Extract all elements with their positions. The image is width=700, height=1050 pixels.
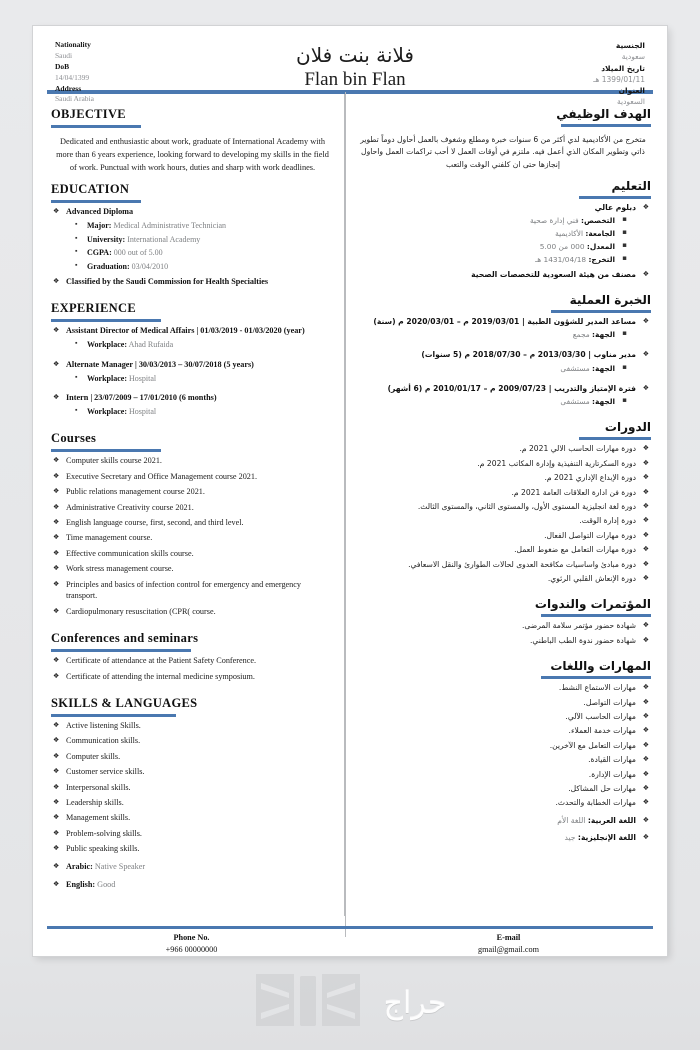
address-label-ar: العنوان [618,86,645,95]
education-major-label-ar: التخصص: [581,216,615,226]
list-item [355,202,651,213]
list-item: ❖ مهارات الخطابة والتحدث. [355,797,651,808]
education-graduation-value-ar: 1431/04/18 هـ [535,255,587,265]
education-classification-en: Classified by the Saudi Commission for Health Specialties [66,277,269,287]
heading-underline-bar [51,125,141,128]
education-cgpa-value-en: 000 out of 5.00 [113,248,163,258]
list-item [355,254,651,265]
list-item: ❖ مهارات الحاسب الآلي. [355,711,651,722]
experience-title-ar-0: مساعد المدير للشؤون الطبية | 2019/03/01 م – 2020/03/01 م (سنة) [373,316,636,326]
list-item [51,276,334,288]
nationality-label-en: Nationality [55,40,91,49]
address-value-en: Saudi Arabia [55,94,94,104]
objective-heading-en: OBJECTIVE [51,106,126,121]
section-heading-courses-ar [355,420,651,440]
experience-list-en [51,325,334,417]
courses-heading-ar: الدورات [604,420,651,435]
heading-underline-bar [51,714,176,717]
section-heading-courses-en [51,431,334,452]
list-item: ❖ دورة لغة انجليزية المستوى الأول، والمستوى الثاني، والمستوى الثالث. [355,501,651,512]
education-cgpa-value-ar: 000 من 5.00 [539,242,585,252]
list-item: ❖ مهارات التواصل. [355,697,651,708]
list-item: ❖ دورة السكرتارية التنفيذية وإدارة المكاتب 2021 م. [355,458,651,469]
heading-underline-bar [541,614,651,617]
cv-document-sheet [33,26,667,956]
education-list-en [51,206,334,288]
list-item: ❖ Executive Secretary and Office Management course 2021. [51,471,334,483]
education-university-label-ar: الجامعة: [585,229,615,239]
phone-label: Phone No. [173,933,210,943]
footer-email-block [350,932,667,956]
list-item [51,406,334,418]
language-arabic-value-en: Native Speaker [94,862,146,872]
list-item [51,373,334,385]
list-item [51,206,334,218]
list-item: ❖ Effective communication skills course. [51,548,334,560]
list-item [51,879,334,891]
list-item: ❖ دورة الإنعاش القلبي الرئوي. [355,573,651,584]
footer-phone-block [33,932,350,956]
section-heading-conferences-ar [355,597,651,617]
list-item: ❖ Principles and basics of infection control for emergency and emergency transport. [51,579,334,603]
list-item: ❖ مهارات الإدارة. [355,769,651,780]
nationality-label-ar: الجنسية [615,41,645,50]
list-item [51,325,334,337]
list-item: ❖ دورة مهارات الحاسب الالي 2021 م. [355,443,651,454]
list-item: ❖ شهادة حضور ندوة الطب الباطني. [355,635,651,646]
education-degree-en: Advanced Diploma [66,207,134,217]
education-cgpa-label-en: CGPA: [87,248,112,258]
education-graduation-value-en: 03/04/2010 [131,261,169,271]
list-item: ❖ Computer skills course 2021. [51,455,334,467]
experience-workplace-label-ar-1: الجهة: [592,363,615,373]
watermark-overlay [0,960,700,1046]
conferences-list-en [51,655,334,682]
list-item: ❖ Customer service skills. [51,766,334,778]
section-heading-experience-en [51,301,334,322]
education-university-value-en: International Academy [127,234,201,244]
language-english-value-ar: جيد [564,833,576,843]
education-university-value-ar: الأكاديمية [555,229,584,239]
list-item: ❖ Public speaking skills. [51,843,334,855]
education-cgpa-label-ar: المعدل: [586,242,615,252]
experience-title-ar-2: فترة الإمتياز والتدريب | 2009/07/23 م – 2010/01/17 م (6 أشهر) [387,383,636,393]
list-item: ❖ Computer skills. [51,751,334,763]
email-value: gmail@gmail.com [478,945,539,955]
list-item: ❖ Problem-solving skills. [51,828,334,840]
objective-text-ar: متخرج من الأكاديمية لدي أكثر من 6 سنوات خبرة ومطلع وشغوف بالعمل أحاول دوماً تطوير ذاتي وتطوير المكان الذي أعمل فيه. ملتزم في أوقات العمل لا أحب تراكمات العمل واحاول إنجازها حتى ان كلفني الوقت والتعب [360,134,646,169]
section-heading-education-en [51,182,334,203]
list-item [355,269,651,280]
language-arabic-label-ar: اللغة العربية: [587,815,636,825]
education-major-value-en: Medical Administrative Technician [113,221,227,231]
dob-label-en: DoB [55,61,70,71]
bowtie-logo-icon [254,972,362,1035]
heading-underline-bar [51,649,191,652]
list-item: ❖ Active listening Skills. [51,720,334,732]
nationality-value-ar: سعودية [621,52,645,62]
language-english-value-en: Good [97,879,116,889]
list-item [355,349,651,360]
conferences-heading-en: Conferences and seminars [51,630,199,645]
phone-value: +966 00000000 [165,945,218,955]
heading-underline-bar [51,200,141,203]
experience-workplace-value-ar-0: مجمع [572,330,590,340]
experience-title-en-1: Alternate Manager | 30/03/2013 – 30/07/2018 (5 years) [66,359,254,369]
email-label: E-mail [496,933,521,943]
list-item: ❖ شهادة حضور مؤتمر سلامة المرضى. [355,620,651,631]
list-item [355,815,651,826]
objective-text-en: Dedicated and enthusiastic about work, graduate of International Academy with more than 6 years experience, looking forward to developing my skills in the field of work. Punctual with work hours, duties and sharp with work deadlines. [56,136,329,173]
list-item [51,234,334,246]
dob-value-en: 14/04/1399 [55,72,90,82]
list-item [51,261,334,273]
cv-header [33,26,667,107]
list-item [355,383,651,394]
section-heading-objective-en [51,107,334,128]
education-graduation-label-ar: التخرج: [588,255,615,265]
experience-workplace-label-ar-0: الجهة: [592,330,615,340]
education-major-label-en: Major: [87,221,112,231]
watermark-text: حراج [383,985,447,1021]
list-item: ❖ مهارات حل المشاكل. [355,783,651,794]
experience-workplace-label-en-0: Workplace: [87,340,127,350]
language-english-label-en: English: [66,879,96,889]
skills-list-en [51,720,334,891]
education-classification-ar: مصنف من هيئة السعودية للتخصصات الصحية [471,269,636,279]
section-heading-objective-ar [355,107,651,127]
list-item: ❖ Work stress management course. [51,563,334,575]
list-item: ❖ Cardiopulmonary resuscitation (CPR( course. [51,606,334,618]
experience-workplace-value-en-2: Hospital [129,407,157,417]
experience-workplace-label-en-1: Workplace: [87,373,127,383]
list-item: ❖ Leadership skills. [51,797,334,809]
courses-list-en [51,455,334,617]
list-item: ❖ Communication skills. [51,735,334,747]
education-heading-en: EDUCATION [51,181,130,196]
section-heading-experience-ar [355,293,651,313]
list-item: ❖ Time management course. [51,532,334,544]
dob-value-ar: 1399/01/11 هـ [593,74,645,84]
heading-underline-bar [561,124,651,127]
cv-footer [33,926,667,956]
list-item: ❖ دورة إدارة الوقت. [355,515,651,526]
experience-heading-ar: الخبرة العملية [569,292,651,307]
skills-heading-en: SKILLS & LANGUAGES [51,695,198,710]
experience-workplace-label-en-2: Workplace: [87,407,127,417]
nationality-value-en: Saudi [55,50,73,60]
heading-underline-bar [579,196,651,199]
heading-underline-bar [541,676,651,679]
list-item [51,339,334,351]
courses-list-ar [355,443,651,584]
section-heading-skills-ar [355,659,651,679]
education-graduation-label-en: Graduation: [87,261,130,271]
heading-underline-bar [51,449,161,452]
address-label-en: Address [55,83,82,93]
conferences-heading-ar: المؤتمرات والندوات [534,597,651,612]
skills-heading-ar: المهارات واللغات [550,659,651,674]
list-item [355,329,651,340]
experience-heading-en: EXPERIENCE [51,300,136,315]
list-item: ❖ مهارات التعامل مع الآخرين. [355,740,651,751]
section-heading-conferences-en [51,631,334,652]
section-heading-skills-en [51,696,334,717]
education-university-label-en: University: [87,234,126,244]
list-item [51,861,334,873]
list-item: ❖ دورة مبادئ واساسيات مكافحة العدوى لحالات الطوارئ والنقل الاسعافي. [355,559,651,570]
experience-workplace-value-ar-2: مستشفى [560,397,590,407]
experience-workplace-value-en-0: Ahad Rufaida [128,340,174,350]
list-item: ❖ دورة مهارات التعامل مع ضغوط العمل. [355,544,651,555]
candidate-name-english: Flan bin Flan [304,69,406,90]
experience-title-en-0: Assistant Director of Medical Affairs | 01/03/2019 - 01/03/2020 (year) [66,326,305,336]
language-arabic-label-en: Arabic: [66,862,93,872]
list-item: ❖ Administrative Creativity course 2021. [51,502,334,514]
courses-heading-en: Courses [51,430,97,445]
list-item: ❖ Public relations management course 2021. [51,486,334,498]
list-item: ❖ دورة فن ادارة العلاقات العامة 2021 م. [355,487,651,498]
experience-workplace-label-ar-2: الجهة: [592,397,615,407]
education-list-ar [355,202,651,280]
list-item: ❖ English language course, first, second, and third level. [51,517,334,529]
experience-workplace-value-en-1: Hospital [129,373,157,383]
list-item [355,396,651,407]
list-item [51,392,334,404]
candidate-name-block [190,38,520,92]
column-english [33,94,345,916]
list-item: ❖ Interpersonal skills. [51,782,334,794]
objective-heading-ar: الهدف الوظيفي [556,106,651,121]
education-degree-ar: دبلوم عالي [594,202,636,212]
list-item: ❖ Management skills. [51,812,334,824]
column-divider-line [345,92,346,937]
list-item: ❖ مهارات خدمة العملاء. [355,725,651,736]
address-value-ar: السعودية [616,97,645,107]
conferences-list-ar [355,620,651,646]
heading-underline-bar [579,437,651,440]
experience-workplace-value-ar-1: مستشفى [560,363,590,373]
experience-title-ar-1: مدير مناوب | 2013/03/30 م – 2018/07/30 م (5 سنوات) [421,350,636,360]
list-item: ❖ مهارات الاستماع النشط. [355,682,651,693]
list-item [355,241,651,252]
dob-label-ar: تاريخ الميلاد [601,63,645,73]
list-item [355,363,651,374]
heading-underline-bar [51,319,161,322]
list-item [51,359,334,371]
skills-list-ar [355,682,651,843]
experience-title-en-2: Intern | 23/07/2009 – 17/01/2010 (6 months) [66,393,217,403]
language-arabic-value-ar: اللغة الأم [557,815,586,825]
list-item [355,228,651,239]
list-item: ❖ Certificate of attending the internal medicine symposium. [51,671,334,683]
section-heading-education-ar [355,179,651,199]
list-item [355,832,651,843]
education-heading-ar: التعليم [611,178,651,193]
candidate-name-arabic: فلانة بنت فلان [296,43,414,67]
list-item: ❖ دورة الإبداع الإداري 2021 م. [355,472,651,483]
list-item [355,215,651,226]
experience-list-ar [355,316,651,408]
list-item: ❖ مهارات القيادة. [355,754,651,765]
column-arabic [345,94,667,916]
list-item: ❖ Certificate of attendance at the Patient Safety Conference. [51,655,334,667]
education-major-value-ar: فني إدارة صحية [529,216,579,226]
list-item [51,220,334,232]
list-item [51,247,334,259]
list-item [355,316,651,327]
heading-underline-bar [551,310,651,313]
language-english-label-ar: اللغة الإنجليزية: [577,833,636,843]
list-item: ❖ دورة مهارات التواصل الفعال. [355,530,651,541]
